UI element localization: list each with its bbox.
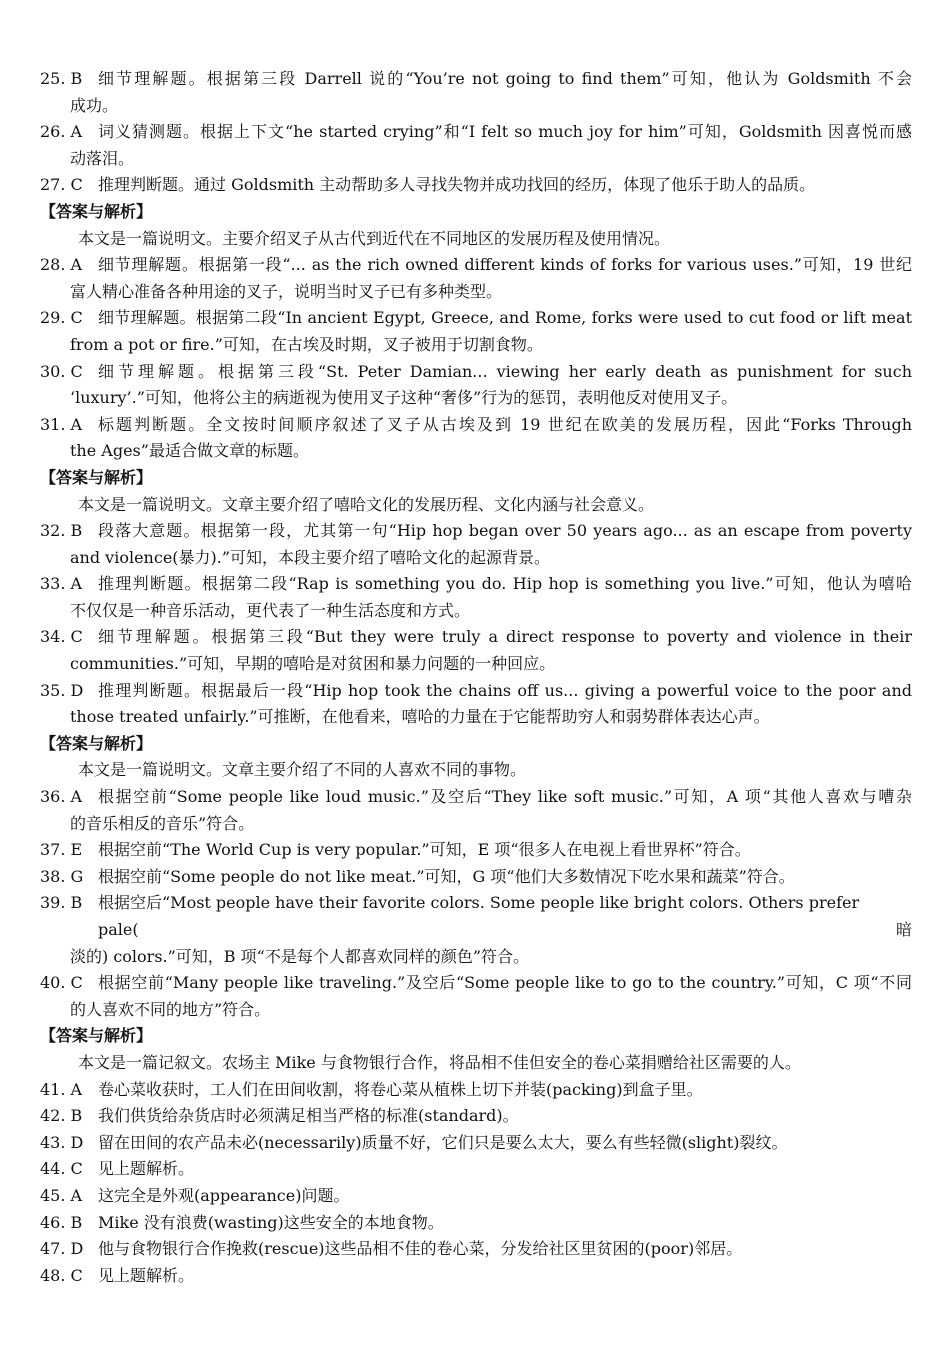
answer-text-continued: 富人精心准备各种用途的叉子，说明当时叉子已有多种类型。	[70, 281, 503, 301]
section-4	[40, 731, 912, 1024]
answer-text: 推理判断题。通过 Goldsmith 主动帮助多人寻找失物并成功找回的经历，体现了他乐于助人的品质。	[98, 175, 816, 195]
answer-text: 见上题解析。	[98, 1159, 195, 1179]
answer-text-continued: 的人喜欢不同的地方”符合。	[70, 999, 271, 1019]
answer-text-continued: from a pot or fire.”可知，在古埃及时期，叉子被用于切割食物。	[70, 334, 543, 354]
answer-item	[40, 1263, 912, 1290]
answer-item	[40, 412, 912, 439]
answer-item	[40, 172, 912, 199]
answer-item	[40, 119, 912, 146]
answer-text-continued: 不仅仅是一种音乐活动，更代表了一种生活态度和方式。	[70, 600, 471, 620]
answer-item	[40, 864, 912, 891]
answer-text: 细节理解题。根据第三段“St. Peter Damian... viewing her early death as punishment for such	[98, 361, 912, 381]
answer-item	[40, 1210, 912, 1237]
section-heading: 【答案与解析】	[40, 467, 153, 487]
answer-text-continued: ‘luxury’.”可知，他将公主的病逝视为使用叉子这种“奢侈”行为的惩罚，表明他反对使用叉子。	[70, 388, 738, 408]
answer-text-continued: those treated unfairly.”可推断，在他看来，嘻哈的力量在于它能帮助穷人和弱势群体表达心声。	[70, 707, 770, 727]
answer-number: 31. A	[40, 414, 83, 434]
answer-text: 标题判断题。全文按时间顺序叙述了叉子从古埃及到 19 世纪在欧美的发展历程，因此“Forks Through	[98, 414, 912, 434]
section-heading: 【答案与解析】	[40, 201, 153, 221]
answer-text: 词义猜测题。根据上下文“he started crying”和“I felt so much joy for him”可知，Goldsmith 因喜悦而感	[98, 122, 912, 142]
answer-text: 推理判断题。根据第二段“Rap is something you do. Hip hop is something you live.”可知，他认为嘻哈	[98, 574, 912, 594]
answer-text: 留在田间的农产品未必(necessarily)质量不好，它们只是要么太大，要么有些轻微(slight)裂纹。	[98, 1132, 788, 1152]
answer-number: 39. B	[40, 893, 83, 913]
answer-number: 28. A	[40, 255, 83, 275]
answer-item	[40, 1103, 912, 1130]
answer-item	[40, 1236, 912, 1263]
answer-item	[40, 1077, 912, 1104]
answer-number: 47. D	[40, 1239, 84, 1259]
answer-number: 44. C	[40, 1159, 83, 1179]
answer-number: 41. A	[40, 1079, 83, 1099]
section-intro: 本文是一篇说明文。文章主要介绍了不同的人喜欢不同的事物。	[78, 760, 527, 780]
answer-item	[40, 837, 912, 864]
answer-number: 27. C	[40, 175, 83, 195]
answer-number: 46. B	[40, 1212, 83, 1232]
answer-item	[40, 359, 912, 386]
answer-text: 细节理解题。根据第三段 Darrell 说的“You’re not going to find them”可知，他认为 Goldsmith 不会	[98, 69, 912, 88]
answer-number: 30. C	[40, 361, 83, 381]
answer-item	[40, 624, 912, 651]
answer-text-continued: 动落泪。	[70, 148, 135, 168]
answer-item	[40, 970, 912, 997]
answer-item	[40, 571, 912, 598]
section-heading: 【答案与解析】	[40, 1026, 153, 1046]
section-1	[40, 66, 912, 199]
answer-number: 45. A	[40, 1185, 83, 1205]
section-2	[40, 199, 912, 465]
answer-text: 段落大意题。根据第一段，尤其第一句“Hip hop began over 50 years ago... as an escape from poverty	[98, 521, 912, 541]
section-intro: 本文是一篇说明文。文章主要介绍了嘻哈文化的发展历程、文化内涵与社会意义。	[78, 494, 655, 514]
section-intro: 本文是一篇说明文。主要介绍叉子从古代到近代在不同地区的发展历程及使用情况。	[78, 228, 671, 248]
answer-text: 根据空前“Many people like traveling.”及空后“Some people like to go to the country.”可知，C 项“不同	[98, 973, 912, 993]
answer-number: 33. A	[40, 574, 83, 594]
answer-text: Mike 没有浪费(wasting)这些安全的本地食物。	[98, 1212, 444, 1232]
answer-number: 40. C	[40, 973, 83, 993]
answer-text: 细节理解题。根据第一段“... as the rich owned different kinds of forks for various uses.”可知，19 世纪	[98, 255, 912, 275]
answer-item	[40, 252, 912, 279]
answer-text: 根据空前“Some people do not like meat.”可知，G 项“他们大多数情况下吃水果和蔬菜”符合。	[98, 866, 795, 886]
answer-number: 35. D	[40, 680, 84, 700]
answer-text: 见上题解析。	[98, 1265, 195, 1285]
answer-text: 我们供货给杂货店时必须满足相当严格的标准(standard)。	[98, 1106, 519, 1126]
answer-text: 细节理解题。根据第二段“In ancient Egypt, Greece, and Rome, forks were used to cut food or lift meat	[98, 308, 912, 328]
answer-number: 34. C	[40, 627, 83, 647]
answer-text-continued: 的音乐相反的音乐”符合。	[70, 813, 255, 833]
section-heading: 【答案与解析】	[40, 733, 153, 753]
answer-text: 根据空后“Most people have their favorite colors. Some people like bright colors. Others prefer pale(暗	[98, 893, 912, 939]
section-3	[40, 465, 912, 731]
answer-number: 38. G	[40, 866, 84, 886]
answer-text-continued: 成功。	[70, 95, 119, 115]
answer-text: 推理判断题。根据最后一段“Hip hop took the chains off us... giving a powerful voice to the poor and	[98, 680, 912, 700]
answer-text-continued: the Ages”最适合做文章的标题。	[70, 441, 309, 461]
answer-text: 细节理解题。根据第三段“But they were truly a direct response to poverty and violence in their	[98, 627, 912, 647]
answer-text: 根据空前“Some people like loud music.”及空后“They like soft music.”可知，A 项“其他人喜欢与嘈杂	[98, 787, 912, 807]
answer-item	[40, 1130, 912, 1157]
answer-item	[40, 66, 912, 93]
answer-number: 36. A	[40, 787, 83, 807]
answer-number: 32. B	[40, 521, 83, 541]
answer-number: 29. C	[40, 308, 83, 328]
answer-item	[40, 518, 912, 545]
answer-item	[40, 678, 912, 705]
answer-number: 48. C	[40, 1265, 83, 1285]
answer-item	[40, 1183, 912, 1210]
answer-item	[40, 1156, 912, 1183]
answer-number: 42. B	[40, 1106, 83, 1126]
answer-number: 25. B	[40, 69, 83, 88]
answer-item	[40, 305, 912, 332]
answer-item	[40, 890, 912, 943]
answer-number: 37. E	[40, 840, 83, 860]
answer-text: 这完全是外观(appearance)问题。	[98, 1185, 350, 1205]
answer-number: 43. D	[40, 1132, 84, 1152]
answer-text-continued: 淡的) colors.”可知，B 项“不是每个人都喜欢同样的颜色”符合。	[70, 946, 530, 966]
answer-text: 他与食物银行合作挽救(rescue)这些品相不佳的卷心菜，分发给社区里贫困的(poor)邻居。	[98, 1239, 743, 1259]
answer-text: 根据空前“The World Cup is very popular.”可知，E 项“很多人在电视上看世界杯”符合。	[98, 840, 751, 860]
section-5	[40, 1023, 912, 1289]
answer-item	[40, 784, 912, 811]
section-intro: 本文是一篇记叙文。农场主 Mike 与食物银行合作，将品相不佳但安全的卷心菜捐赠给社区需要的人。	[78, 1052, 801, 1072]
answer-text: 卷心菜收获时，工人们在田间收割，将卷心菜从植株上切下并装(packing)到盒子里。	[98, 1079, 703, 1099]
answer-text-continued: communities.”可知，早期的嘻哈是对贫困和暴力问题的一种回应。	[70, 654, 556, 674]
answer-number: 26. A	[40, 122, 83, 142]
answer-text-continued: and violence(暴力).”可知，本段主要介绍了嘻哈文化的起源背景。	[70, 547, 551, 567]
